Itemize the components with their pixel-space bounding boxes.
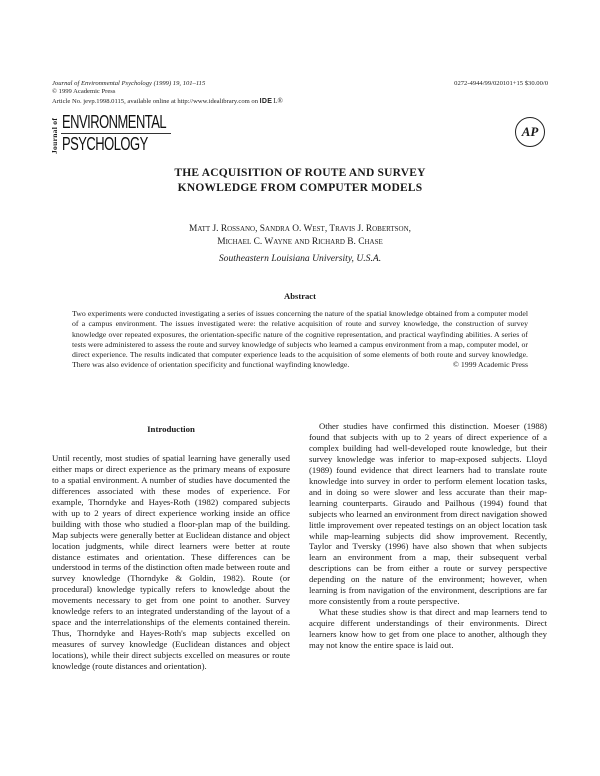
body-column-right bbox=[309, 421, 547, 651]
abstract-text: Two experiments were conducted investigating a series of issues concerning the nature of the spatial knowledge obtained from a computer model of a campus environment. The issues investigated were: the relative acquisition of route and survey knowledge, the construction of survey knowledge over repeated exposures, the orientation-specific nature of the cognitive representation, and practical wayfinding abilities. A series of tests were administered to assess the route and survey knowledge of subjects who learned a campus environment from a map, computer model, or direct experience. The results indicated that computer experience leads to the acquisition of some elements of both route and survey knowledge. There was also evidence of orientation specificity and functional wayfinding knowledge. bbox=[72, 309, 528, 370]
affiliation: Southeastern Louisiana University, U.S.A. bbox=[218, 253, 382, 264]
journal-logo-line1: ENVIRONMENTAL bbox=[62, 112, 167, 132]
article-info: Article No. jevp.1998.0115, available online at http://www.idealibrary.com on bbox=[52, 97, 258, 105]
publisher-logo-text: AP bbox=[521, 124, 539, 139]
title-line-1: THE ACQUISITION OF ROUTE AND SURVEY bbox=[174, 167, 426, 179]
publisher-logo bbox=[515, 117, 545, 147]
body-paragraph: Until recently, most studies of spatial learning have generally used either maps or direct experience as the primary means of exposure to a spatial environment. A number of studies have documented the differences associated with these modes of experience. For example, Thorndyke and Hayes-Roth (1982) compared subjects with up to 2 years of direct experience working inside an office building with those who studied a floor-plan map of the building. Map subjects were generally better at Euclidean distance and object location judgments, while direct learners were better at route distance estimates and orientation. These differences can be understood in terms of the distinction often made between route and survey knowledge (Thorndyke & Goldin, 1982). Route (or procedural) knowledge typically refers to knowledge about the movements necessary to get from one point to another. Survey knowledge refers to an integrated understanding of the layout of a space and the interrelationships of the elements contained therein. Thus, Thorndyke and Hayes-Roth's map subjects excelled on measures of survey knowledge (Euclidean distances and object locations), while their direct subjects excelled on measures or route knowledge (route distances and orientation). bbox=[52, 452, 290, 672]
authors-line-2: Michael C. Wayne and Richard B. Chase bbox=[217, 236, 383, 247]
journal-logo-word: Journal of bbox=[50, 117, 59, 155]
author-list bbox=[60, 223, 540, 248]
article-line bbox=[52, 97, 352, 106]
article-code: 0272-4944/99/020101+15 $30.00/0 bbox=[454, 80, 548, 87]
section-heading-introduction: Introduction bbox=[147, 424, 195, 434]
journal-logo bbox=[50, 112, 180, 160]
abstract-heading: Abstract bbox=[284, 291, 316, 301]
body-column-left bbox=[52, 421, 290, 672]
title-line-2: KNOWLEDGE FROM COMPUTER MODELS bbox=[177, 182, 423, 194]
copyright-line: © 1999 Academic Press bbox=[52, 88, 116, 96]
running-header bbox=[52, 80, 352, 106]
authors-line-1: Matt J. Rossano, Sandra O. West, Travis J. Robertson, bbox=[189, 224, 411, 234]
journal-logo-line2: PSYCHOLOGY bbox=[62, 134, 148, 154]
abstract-body bbox=[72, 309, 528, 371]
body-paragraph: Other studies have confirmed this distinction. Moeser (1988) found that subjects with up to 2 years of direct experience of a complex building had well-developed route knowledge, but their survey knowledge was inferior to map-exposed subjects. Lloyd (1989) found evidence that direct learners had to translate route knowledge into survey in order to perform element location tasks, and in doing so were slower and less accurate than their map-learning counterparts. Giraudo and Pailhous (1994) found that subjects who learned an environment from direct navigation showed little improvement over repeated testings on an object location task while map-learning subjects did show improvement. Recently, Taylor and Tversky (1996) have also shown that when subjects learn an environment from a map, their subsequent verbal descriptions can be from either a route or survey perspective depending on the nature of the environment; however, when learning is from navigation of the environment, descriptions are far more consistently from a route perspective. bbox=[309, 421, 547, 607]
article-title bbox=[60, 166, 540, 196]
journal-citation: Journal of Environmental Psychology (1999) 19, 101–115 bbox=[52, 80, 206, 87]
ideal-logo: IDE bbox=[259, 97, 273, 105]
abstract-copyright: © 1999 Academic Press bbox=[453, 360, 528, 370]
body-paragraph: What these studies show is that direct and map learners tend to acquire different understandings of their environments. Direct learners know how to get from one place to another, although they may not know the entire space is laid out. bbox=[309, 607, 547, 651]
ideal-logo-mark: L® bbox=[273, 96, 283, 105]
